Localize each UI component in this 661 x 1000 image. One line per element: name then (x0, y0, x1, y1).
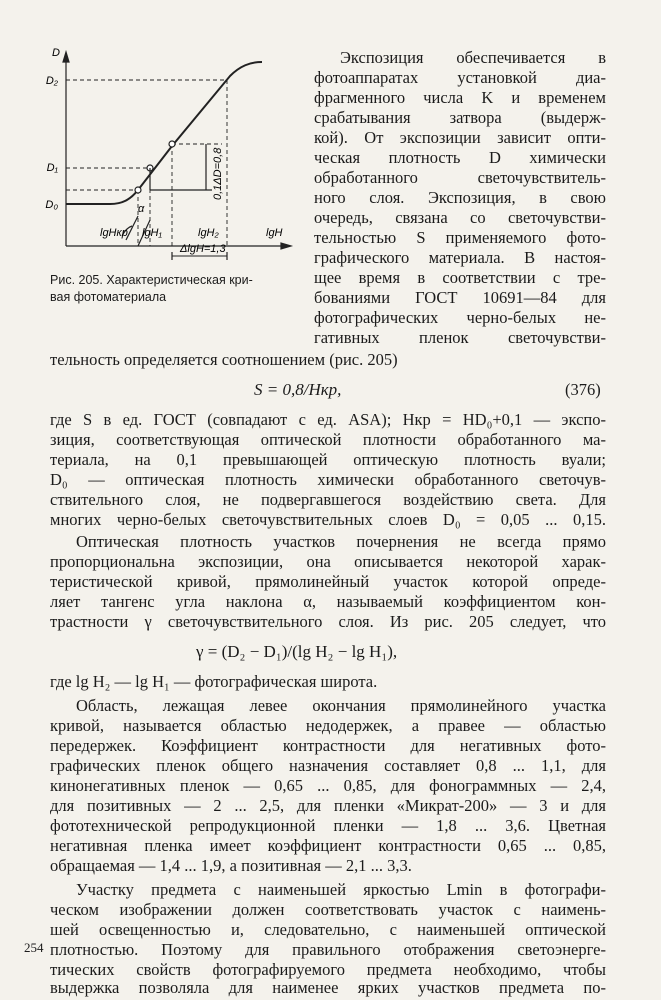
right-col-line: бованиями ГОСТ 10691—84 для (314, 288, 606, 307)
text-line: плотностью. Поэтому для правильного отображения светоэнерге- (50, 940, 606, 959)
right-col-line: гативных пленок светочувстви- (314, 328, 606, 347)
label-d2: D₂ (45, 75, 58, 87)
label-lgh1: lgH₁ (142, 227, 162, 239)
right-col-line: графического материала. В настоя- (314, 248, 606, 267)
text-line: кривой, называется областью недодержек, а правее — областью (50, 716, 606, 735)
label-alpha: α (138, 203, 145, 215)
text-line: передержек. Коэффициент контрастности для негативных фото- (50, 736, 606, 755)
right-col-line: щее время в соответствии с тре- (314, 268, 606, 287)
right-col-line: фотоаппаратах установкой диа- (314, 68, 606, 87)
equation-number: (376) (565, 380, 601, 399)
label-delta-d: 0,1ΔD=0,8 (212, 147, 224, 200)
text-line: кинонегативных пленок — 0,65 ... 0,85, для фонограммных — 2,4, (50, 776, 606, 795)
text-line: тических свойств фотографируемого предмета необходимо, чтобы (50, 960, 606, 979)
characteristic-curve-figure (40, 40, 300, 270)
text-line: негативная пленка имеет коэффициент контрастности 0,65 ... 0,85, (50, 836, 606, 855)
text-line: графических пленок общего назначения составляет 0,8 ... 1,1, для (50, 756, 606, 775)
characteristic-curve (66, 62, 262, 204)
text-line: териала, на 0,1 превышающей оптическую плотность вуали; (50, 450, 606, 469)
text-line: шей освещенностью и, следовательно, с наименьшей оптической (50, 920, 606, 939)
text-line: Участку предмета с наименьшей яркостью Lmin в фотографи- (76, 880, 606, 899)
text-line: ческом изображении должен соответствовать участок с наимень- (50, 900, 606, 919)
right-col-line: ного слоя. Экспозиция, в свою (314, 188, 606, 207)
text-line: где S в ед. ГОСТ (совпадают с ед. ASA); Hкр = HD₀+0,1 — экспо- (50, 410, 606, 429)
formula-gamma: γ = (D₂ − D₁)/(lg H₂ − lg H₁), (196, 642, 398, 661)
page-number: 254 (24, 940, 44, 955)
text-line: для позитивных — 2 ... 2,5, для пленки «Микрат-200» — 3 и для (50, 796, 606, 815)
right-col-line: кой). От экспозиции зависит опти- (314, 128, 606, 147)
text-line: Оптическая плотность участков почернения не всегда прямо (76, 532, 606, 551)
text-line: зиция, соответствующая оптической плотности обработанного ма- (50, 430, 606, 449)
right-col-line: ческая плотность D химически (314, 148, 606, 167)
formula-376: S = 0,8/Hкр, (254, 380, 342, 399)
text-line: трастности γ светочувствительного слоя. Из рис. 205 следует, что (50, 612, 606, 631)
right-col-line: очередь, связана со светочувстви- (314, 208, 606, 227)
text-line: тельность определяется соотношением (рис. 205) (50, 350, 398, 369)
label-delta-lgh: ΔlgH=1,3 (180, 243, 226, 255)
label-d0: D₀ (45, 199, 58, 211)
label-lghkr: lgHкр (100, 227, 128, 239)
axis-d-label: D (52, 47, 60, 59)
right-col-line: Экспозиция обеспечивается в (340, 48, 606, 67)
right-col-line: тельностью S применяемого фото- (314, 228, 606, 247)
right-col-line: фотографических черно-белых не- (314, 308, 606, 327)
figure-caption-line1: Рис. 205. Характеристическая кри- (50, 273, 253, 287)
text-line: фототехнической репродукционной пленки — 1,8 ... 3,6. Цветная (50, 816, 606, 835)
text-line: выдержка позволяла для наименее ярких участков предмета по- (50, 978, 606, 997)
label-lgh2: lgH₂ (198, 227, 219, 239)
label-d1: D₁ (46, 162, 58, 174)
right-col-line: срабатывания затвора (выдерж- (314, 108, 606, 127)
text-line: где lg H₂ — lg H₁ — фотографическая широта. (50, 672, 378, 691)
text-line: обращаемая — 1,4 ... 1,9, а позитивная — 2,1 ... 3,3. (50, 856, 412, 875)
text-line: ляет тангенс угла наклона α, называемый коэффициентом кон- (50, 592, 606, 611)
text-line: D₀ — оптическая плотность химически обработанного светочув- (50, 470, 606, 489)
text-line: Область, лежащая левее окончания прямолинейного участка (76, 696, 606, 715)
text-line: теристической кривой, прямолинейный участок которой опреде- (50, 572, 606, 591)
figure-caption-line2: вая фотоматериала (50, 290, 167, 304)
text-line: ствительного слоя, не подвергавшегося воздействию света. Для (50, 490, 606, 509)
right-col-line: обработанного светочувствитель- (314, 168, 606, 187)
right-col-line: фрагменного числа K и временем (314, 88, 606, 107)
text-line: пропорциональна экспозиции, она описывается некоторой харак- (50, 552, 606, 571)
text-line: многих черно-белых светочувствительных слоев D₀ = 0,05 ... 0,15. (50, 510, 606, 529)
label-lgh: lgH (266, 227, 283, 239)
